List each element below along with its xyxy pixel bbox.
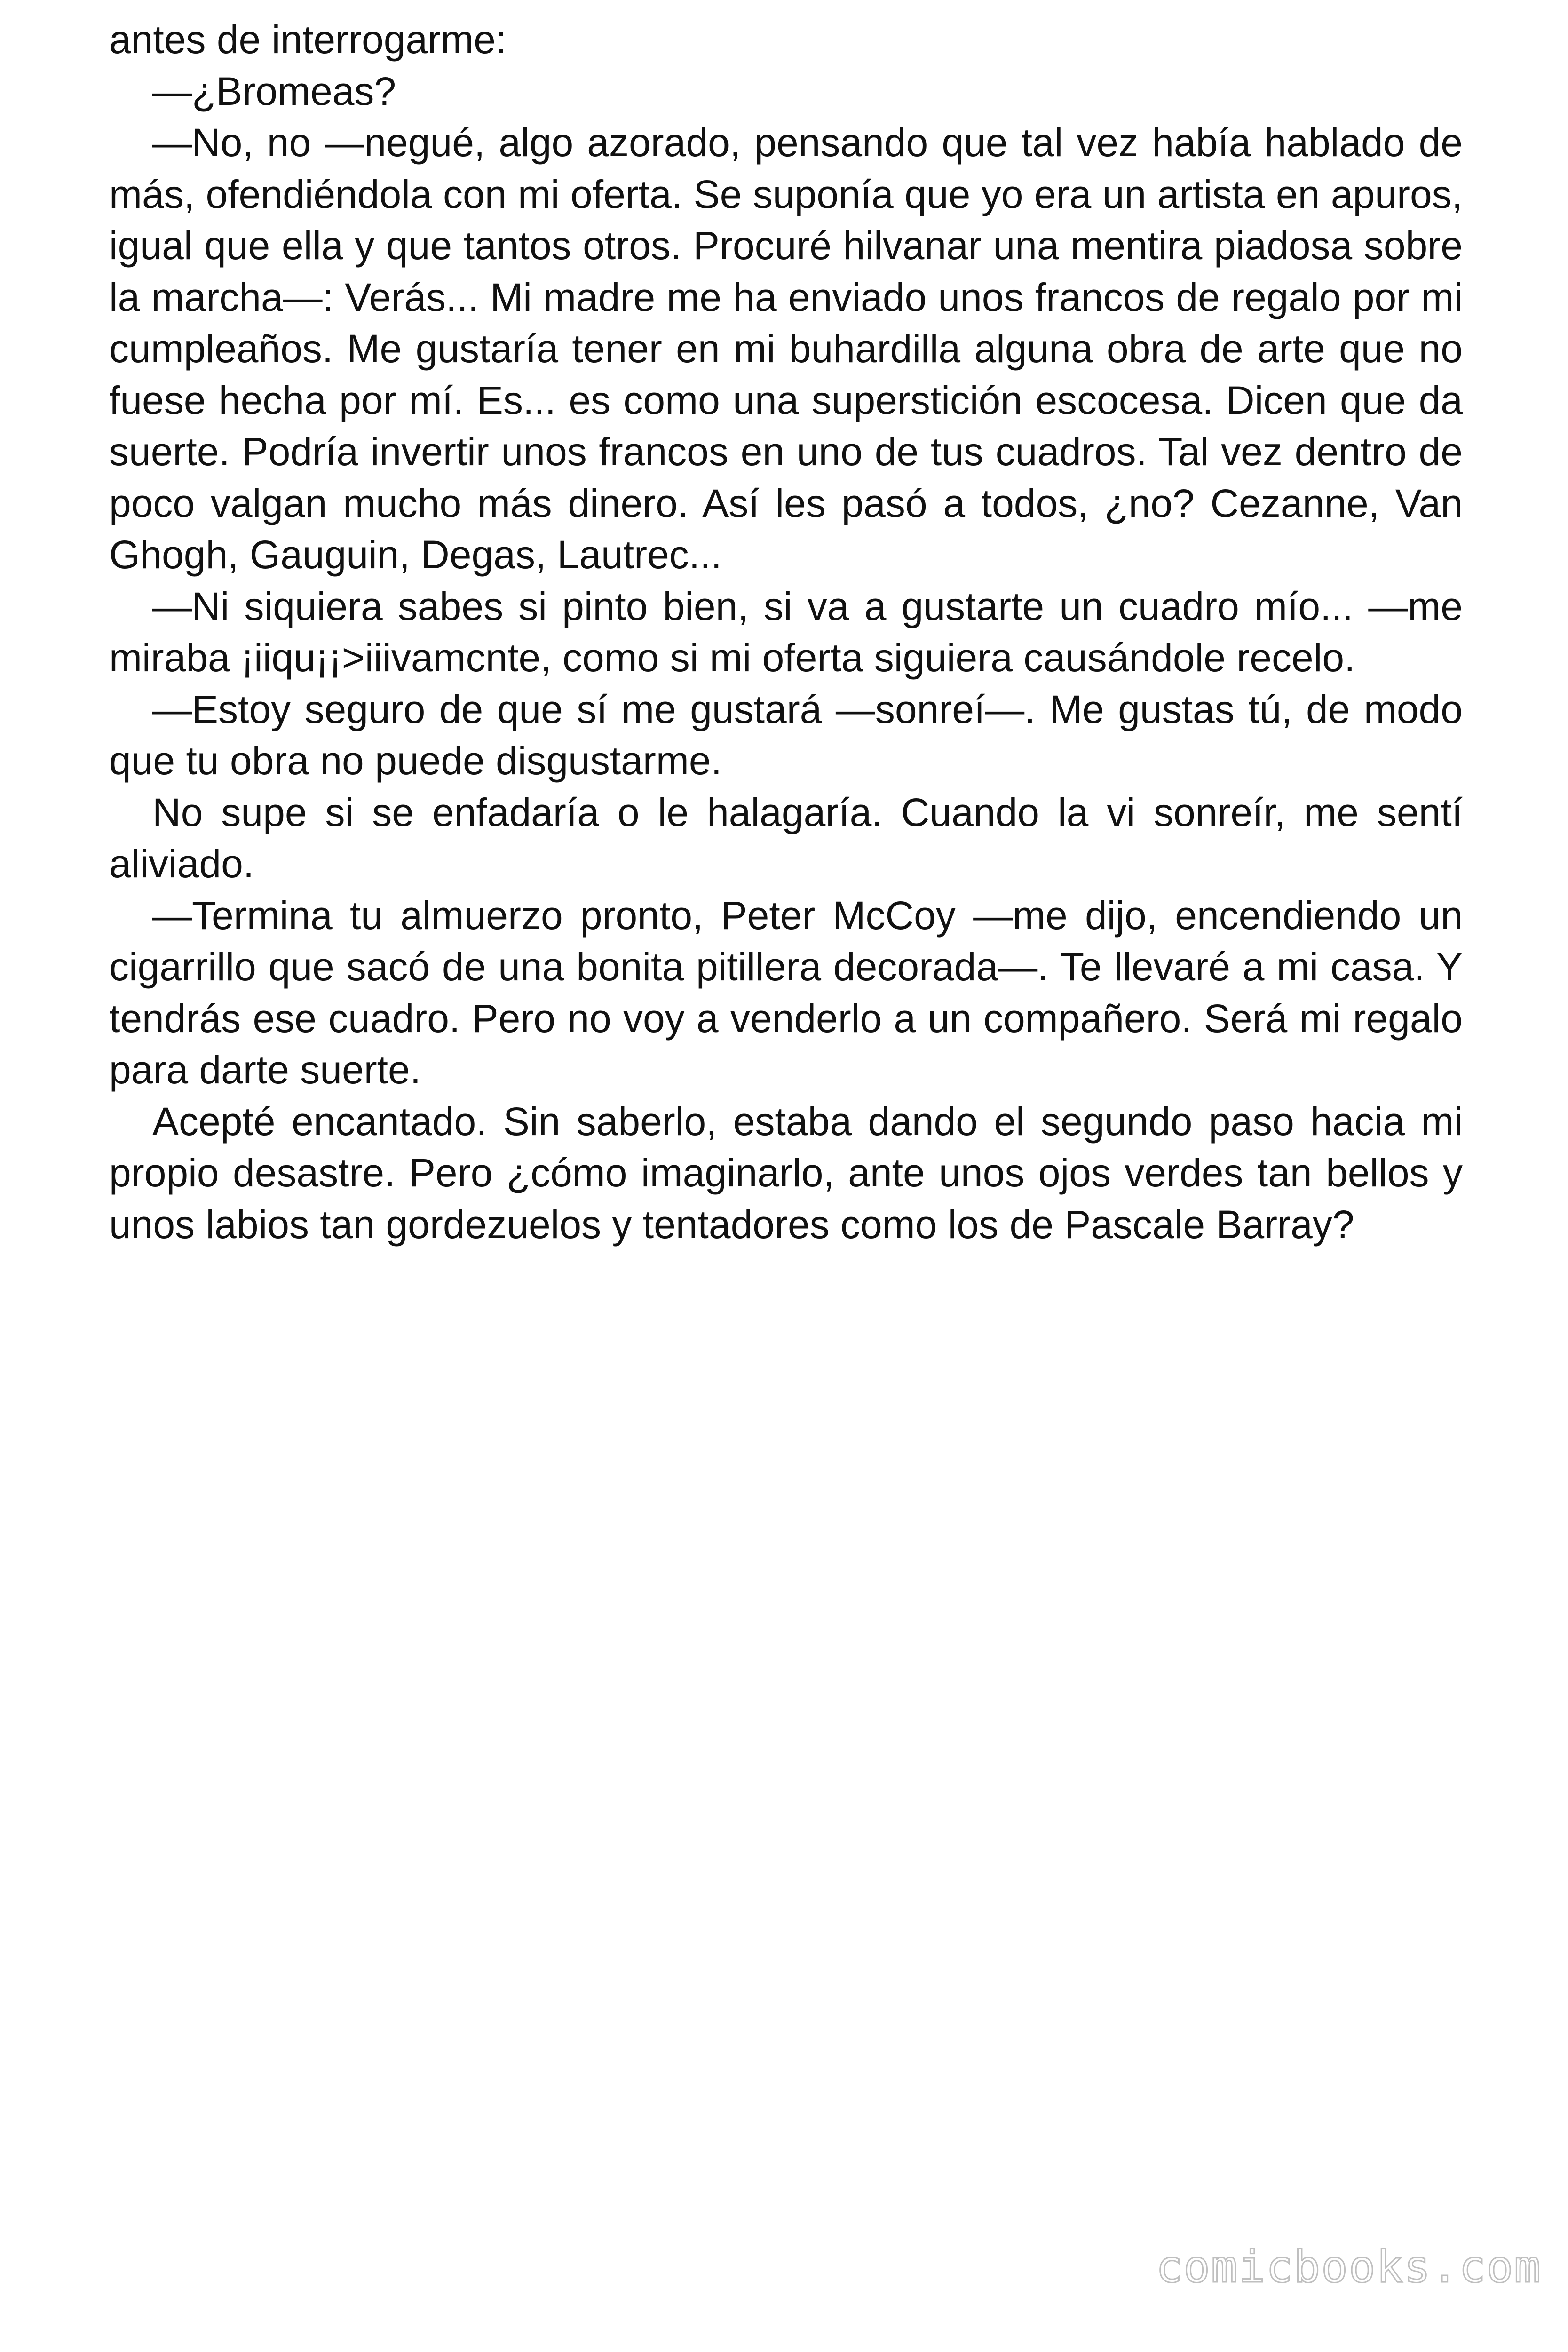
body-text	[109, 14, 1463, 1250]
paragraph-5: —Estoy seguro de que sí me gustará —sonreí—. Me gustas tú, de modo que tu obra no puede disgustarme.	[109, 687, 1463, 783]
paragraph-7: —Termina tu almuerzo pronto, Peter McCoy —me dijo, encendiendo un cigarrillo que sacó de una bonita pitillera decorada—. Te llevaré a mi casa. Y tendrás ese cuadro. Pero no voy a venderlo a un compañero. Será mi regalo para darte suerte.	[109, 893, 1463, 1092]
paragraph-4: —Ni siquiera sabes si pinto bien, si va a gustarte un cuadro mío... —me miraba ¡iiqu¡¡>iiivamcnte, como si mi oferta siguiera causándole recelo.	[109, 584, 1463, 680]
paragraph-8: Acepté encantado. Sin saberlo, estaba dando el segundo paso hacia mi propio desastre. Pero ¿cómo imaginarlo, ante unos ojos verdes tan bellos y unos labios tan gordezuelos y tentadores como los de Pascale Barray?	[109, 1099, 1463, 1247]
paragraph-6: No supe si se enfadaría o le halagaría. Cuando la vi sonreír, me sentí aliviado.	[109, 790, 1463, 886]
paragraph-3: —No, no —negué, algo azorado, pensando que tal vez había hablado de más, ofendiéndola con mi oferta. Se suponía que yo era un artista en apuros, igual que ella y que tantos otros. Procuré hilvanar una mentira piadosa sobre la marcha—: Verás... Mi madre me ha enviado unos francos de regalo por mi cumpleaños. Me gustaría tener en mi buhardilla alguna obra de arte que no fuese hecha por mí. Es... es como una superstición escocesa. Dicen que da suerte. Podría invertir unos francos en uno de tus cuadros. Tal vez dentro de poco valgan mucho más dinero. Así les pasó a todos, ¿no? Cezanne, Van Ghogh, Gauguin, Degas, Lautrec...	[109, 120, 1463, 577]
paragraph-2: —¿Bromeas?	[152, 69, 396, 113]
watermark: comicbooks.com	[1156, 2241, 1542, 2293]
paragraph-1: antes de interrogarme:	[109, 17, 507, 62]
